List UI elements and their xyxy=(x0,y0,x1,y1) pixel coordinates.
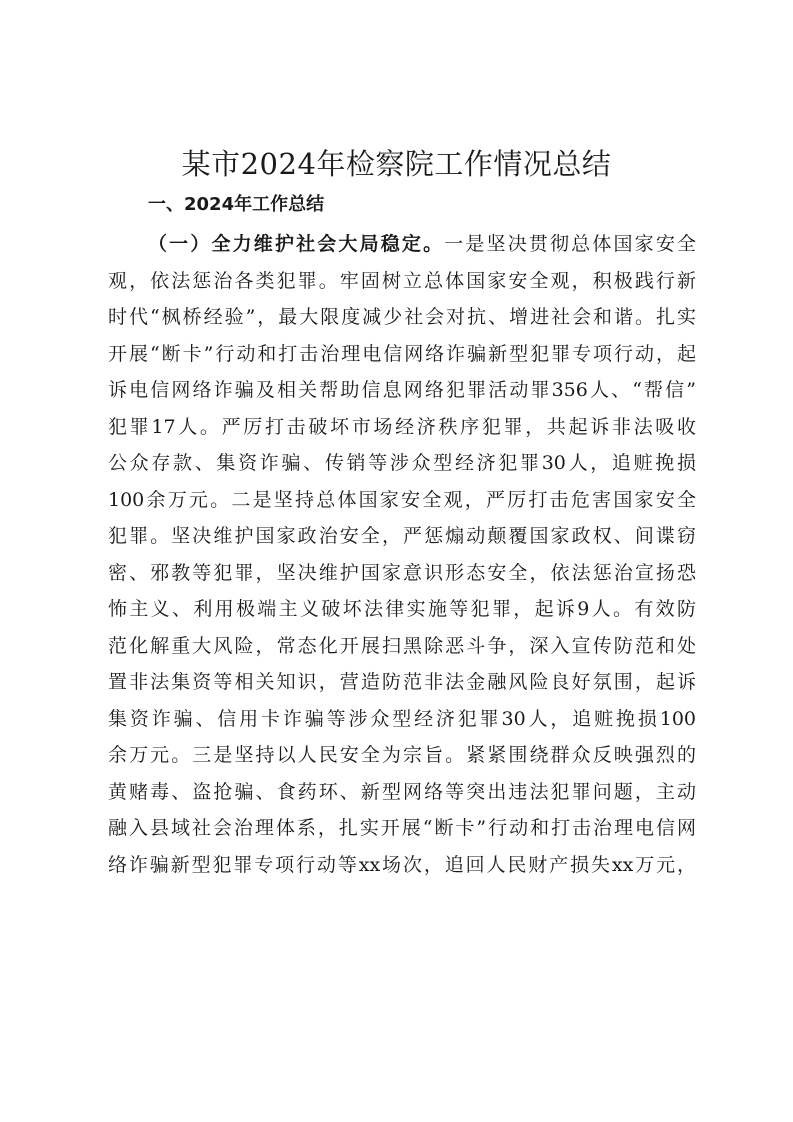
paragraph-line: 公众存款、集资诈骗、传销等涉众型经济犯罪30人，追赃挽损 xyxy=(108,452,696,474)
paragraph-line: 犯罪17人。严厉打击破坏市场经济秩序犯罪，共起诉非法吸收 xyxy=(108,415,696,438)
paragraph-line: 集资诈骗、信用卡诈骗等涉众型经济犯罪30人，追赃挽损100 xyxy=(108,707,696,730)
paragraph-line: 诉电信网络诈骗及相关帮助信息网络犯罪活动罪356人、“帮信” xyxy=(108,379,696,401)
paragraph-line: 怖主义、利用极端主义破坏法律实施等犯罪，起诉9人。有效防 xyxy=(108,598,696,620)
paragraph-line: 范化解重大风险，常态化开展扫黑除恶斗争，深入宣传防范和处 xyxy=(108,634,696,657)
paragraph-line: 置非法集资等相关知识，营造防范非法金融风险良好氛围，起诉 xyxy=(108,671,696,693)
paragraph-line: 观，依法惩治各类犯罪。牢固树立总体国家安全观，积极践行新 xyxy=(108,269,696,292)
paragraph-line xyxy=(108,226,696,263)
paragraph-line: 络诈骗新型犯罪专项行动等xx场次，追回人民财产损失xx万元， xyxy=(108,853,696,876)
paragraph-line: 犯罪。坚决维护国家政治安全，严惩煽动颠覆国家政权、间谍窃 xyxy=(108,525,696,547)
paragraph-line: 开展“断卡”行动和打击治理电信网络诈骗新型犯罪专项行动，起 xyxy=(108,342,696,365)
subheading-lead: （一）全力维护社会大局稳定。 xyxy=(148,233,445,255)
paragraph-line: 融入县域社会治理体系，扎实开展“断卡”行动和打击治理电信网 xyxy=(108,817,696,839)
paragraph-line: 时代“枫桥经验”，最大限度减少社会对抗、增进社会和谐。扎实 xyxy=(108,306,696,328)
body-paragraph xyxy=(108,226,696,883)
paragraph-line-text: 一是坚决贯彻总体国家安全 xyxy=(444,233,696,255)
paragraph-line: 余万元。三是坚持以人民安全为宗旨。紧紧围绕群众反映强烈的 xyxy=(108,744,696,766)
paragraph-line: 密、邪教等犯罪，坚决维护国家意识形态安全，依法惩治宣扬恐 xyxy=(108,561,696,584)
document-title: 某市2024年检察院工作情况总结 xyxy=(181,147,612,181)
paragraph-line: 黄赌毒、盗抢骗、食药环、新型网络等突出违法犯罪问题，主动 xyxy=(108,780,696,803)
section-heading: 一、2024年工作总结 xyxy=(148,194,325,215)
paragraph-line: 100余万元。二是坚持总体国家安全观，严厉打击危害国家安全 xyxy=(108,488,696,511)
